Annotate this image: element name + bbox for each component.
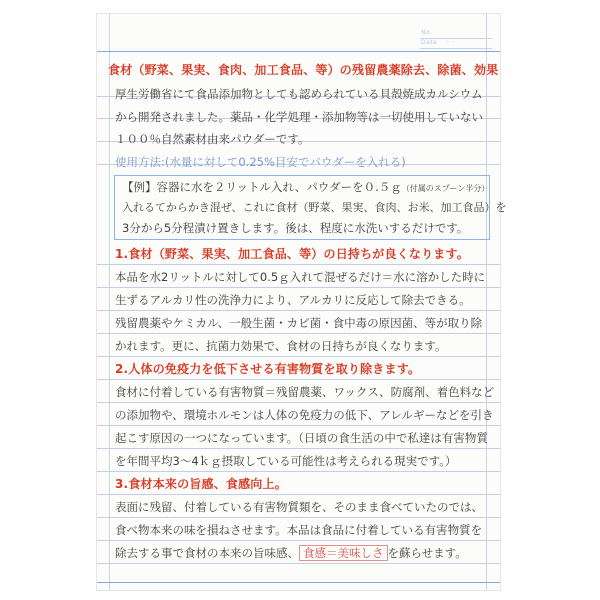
ruled-line bbox=[97, 333, 500, 334]
section1-line-2: 生ずるアルカリ性の洗浄力により、アルカリに反応して除去できる。 bbox=[115, 293, 471, 307]
example-line-1-main: 【例】容器に水を２リットル入れ、パウダーを０.５ｇ bbox=[122, 180, 402, 194]
section3-line-2: 食べ物本来の味を損ねさせます。本品は食品に付着している有害物質を bbox=[115, 523, 483, 537]
date-underline bbox=[420, 48, 492, 49]
example-line-2: 入れるてからかき混ぜ、これに食材（野菜、果実、食肉、お米、加工食品）を bbox=[122, 201, 507, 214]
no-label: No. bbox=[421, 29, 433, 36]
section2-line-3: 起こす原因の一つになっています。（日頃の食生活の中で私達は有害物質 bbox=[115, 431, 488, 445]
section1-heading: 1.食材（野菜、果実、加工食品、等）の日持ちが良くなります。 bbox=[115, 247, 469, 261]
highlight-box: 食感＝美味しさ bbox=[299, 545, 388, 561]
section3-line-3 bbox=[115, 544, 467, 562]
example-line-1 bbox=[122, 178, 489, 198]
section2-heading: 2.人体の免疫力を低下させる有害物質を取り除きます。 bbox=[115, 362, 421, 376]
ruled-line bbox=[97, 471, 500, 472]
example-box bbox=[114, 175, 507, 240]
ruled-line bbox=[97, 448, 500, 449]
ruled-line bbox=[97, 563, 500, 564]
ruled-line bbox=[97, 287, 500, 288]
section3-line-3-before: 除去する事で食材の本来の旨味感、 bbox=[115, 546, 299, 560]
date-separators: · · bbox=[447, 39, 455, 46]
ruled-line bbox=[97, 310, 500, 311]
ruled-line bbox=[97, 379, 500, 380]
section3-line-3-after: を蘇らせます。 bbox=[387, 546, 467, 560]
bottom-rule bbox=[97, 582, 500, 583]
example-line-3: 3分から5分程漬け置きします。後は、程度に水洗いするだけです。 bbox=[122, 221, 469, 235]
ruled-line bbox=[97, 540, 500, 541]
section1-line-3: 残留農薬やケミカル、一般生菌・カビ菌・食中毒の原因菌、等が取り除 bbox=[115, 316, 483, 330]
example-note: （付属のスプーン半分） bbox=[401, 184, 490, 193]
ruled-line bbox=[97, 402, 500, 403]
section3-line-1: 表面に残留、付着している有害物質類を、そのまま食べていたのでは、 bbox=[115, 500, 483, 514]
intro-line-2: から開発されました。薬品・化学処理・添加物等は一切使用していない bbox=[115, 110, 483, 124]
title-rule bbox=[97, 51, 500, 52]
section2-line-1: 食材に付着している有害物質＝残留農薬、ワックス、防腐剤、着色料など bbox=[115, 385, 495, 399]
page-title: 食材（野菜、果実、食肉、加工食品、等）の残留農薬除去、除菌、効果 bbox=[108, 63, 499, 77]
ruled-line bbox=[97, 264, 500, 265]
left-margin-line bbox=[109, 14, 110, 590]
right-margin-line bbox=[486, 14, 487, 590]
section2-line-2: の添加物や、環境ホルモンは人体の免疫力の低下、アレルギーなどを引き bbox=[115, 408, 494, 422]
intro-line-1: 厚生労働省にて食品添加物としても認められている貝殻焼成カルシウム bbox=[115, 87, 483, 101]
ruled-line bbox=[97, 356, 500, 357]
section1-line-4: かれます。更に、抗菌力効果で、食材の日持ちが良くなります。 bbox=[115, 339, 447, 353]
ruled-line bbox=[97, 517, 500, 518]
ruled-line bbox=[97, 425, 500, 426]
usage-heading: 使用方法:(水量に対して0.25%目安でパウダーを入れる) bbox=[115, 155, 406, 169]
intro-line-3: １００％自然素材由来パウダーです。 bbox=[115, 132, 310, 146]
ruled-line bbox=[97, 494, 500, 495]
section1-line-1: 本品を水2リットルに対して0.5ｇ入れて混ぜるだけ＝水に溶かした時に bbox=[115, 270, 486, 284]
section3-heading: 3.食材本来の旨感、食感向上。 bbox=[115, 477, 287, 491]
section2-line-4: を年間平均3～4ｋｇ摂取している可能性は考えられる現実です。） bbox=[115, 454, 457, 468]
date-label: Date bbox=[421, 39, 438, 46]
